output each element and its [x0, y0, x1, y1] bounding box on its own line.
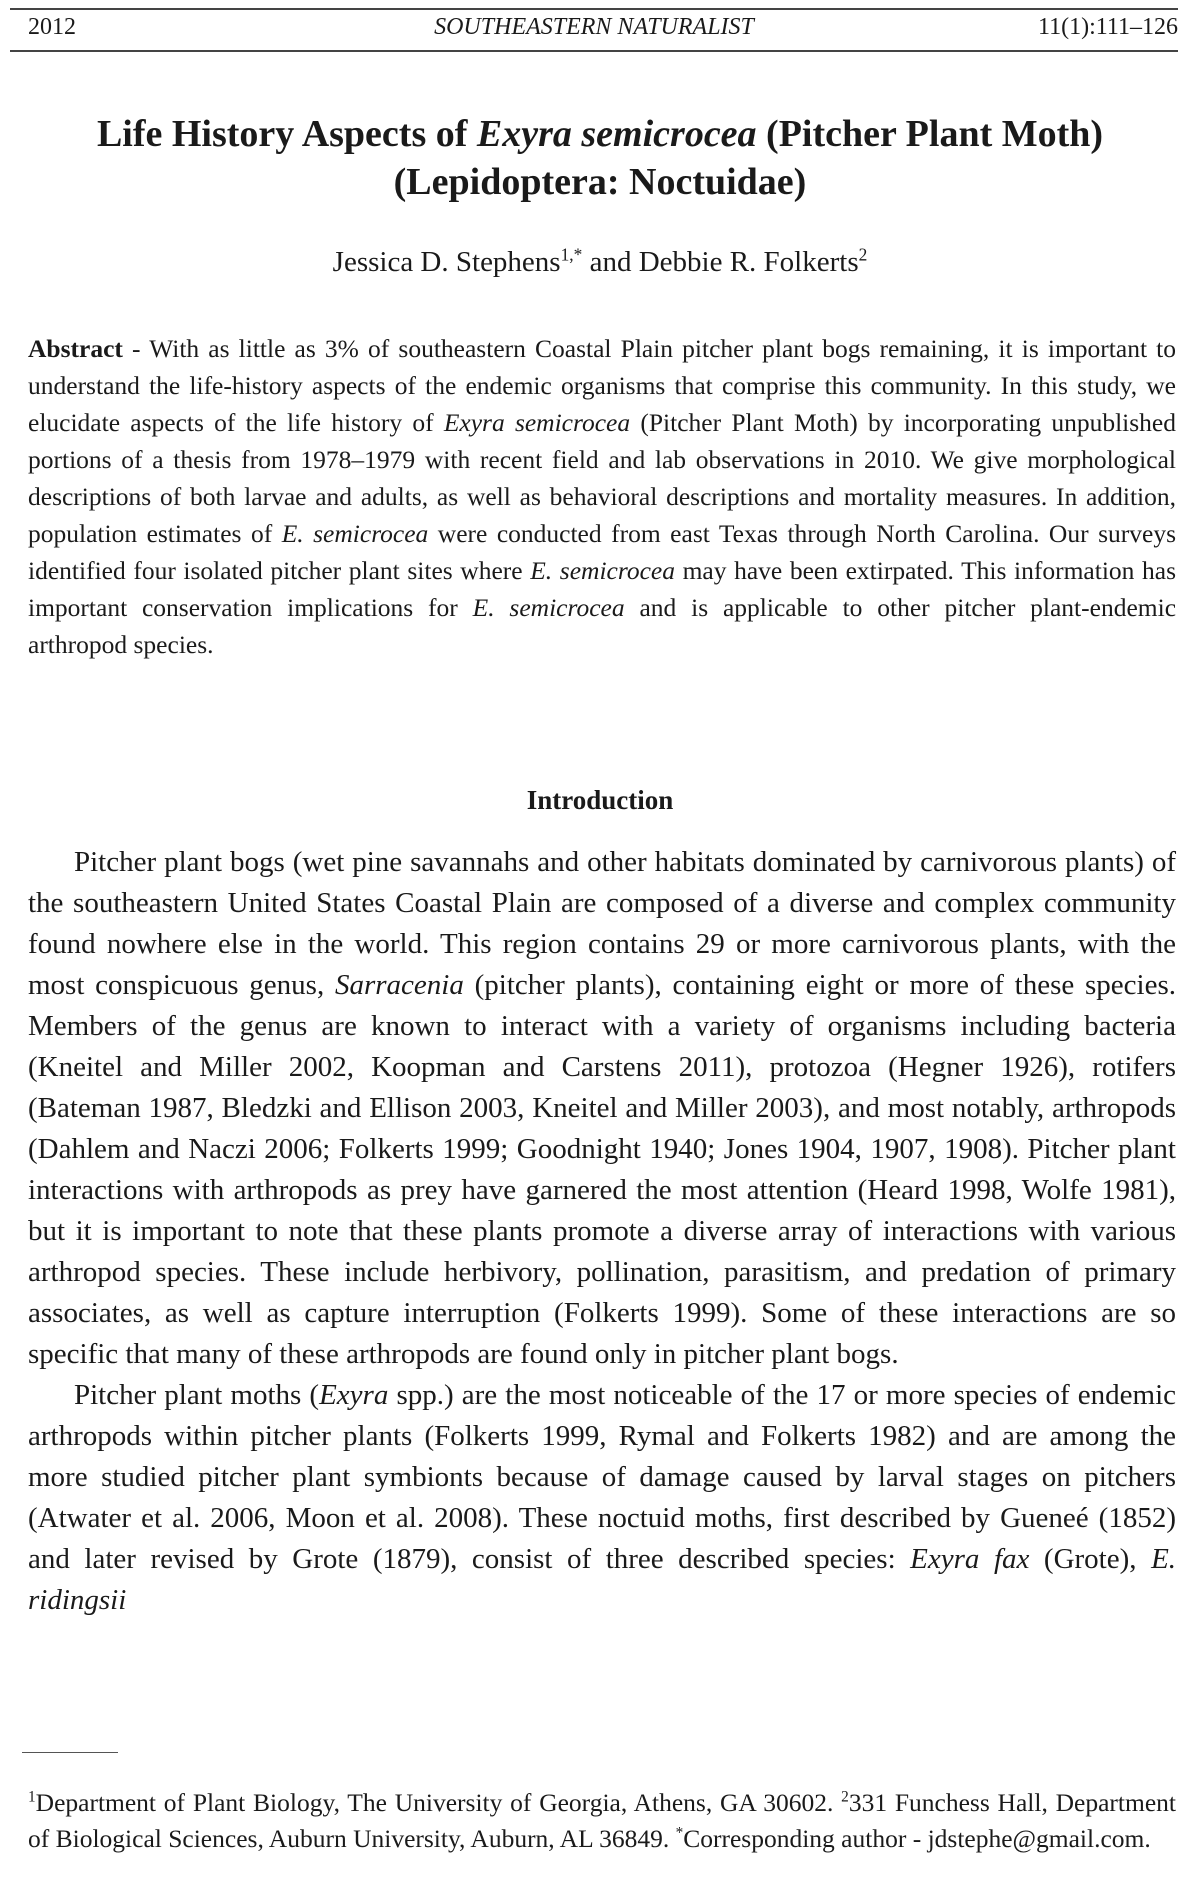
paragraph-text: Pitcher plant bogs (wet pine savannahs and other habitats dominated by carnivorous plants) of the southeastern United States Coastal Plain are composed of a diverse and complex community found nowhere else in the world. This region contains 29 or more carnivorous plants, with the most conspicuous genus, [28, 846, 1176, 1001]
abstract-text: and is applicable to other pitcher plant-endemic arthropod species. [28, 593, 1177, 659]
header-year: 2012 [28, 14, 76, 40]
species-name: E. ridingsii [28, 1543, 1177, 1616]
footnote-rule [22, 1752, 118, 1753]
genus-name: Exyra [319, 1379, 389, 1411]
author-conjunction: and [582, 246, 639, 278]
abstract-species: Exyra semicrocea [443, 408, 631, 437]
footnote-text: 331 Funchess Hall, Department of Biological Sciences, Auburn University, Auburn, AL 36849. [28, 1788, 1176, 1853]
author-line [0, 246, 1200, 279]
footnote-marker: 2 [841, 1788, 849, 1806]
author-1-affil: 1,* [560, 244, 583, 265]
footnote-text: Corresponding author - jdstephe@gmail.com. [683, 1824, 1151, 1853]
author-2: Debbie R. Folkerts [638, 246, 859, 278]
intro-paragraph-2 [28, 1375, 1176, 1621]
title-text-2: (Pitcher Plant Moth) (Lepidoptera: Noctuidae) [393, 113, 1104, 203]
header-journal: SOUTHEASTERN NATURALIST [434, 14, 754, 40]
paragraph-text: (pitcher plants), containing eight or more of these species. Members of the genus are known to interact with a variety of organisms including bacteria (Kneitel and Miller 2002, Koopman and Carstens 2011), protozoa (Hegner 1926), rotifers (Bateman 1987, Bledzki and Ellison 2003, Kneitel and Miller 2003), and most notably, arthropods (Dahlem and Naczi 2006; Folkerts 1999; Goodnight 1940; Jones 1904, 1907, 1908). Pitcher plant interactions with arthropods as prey have garnered the most attention (Heard 1998, Wolfe 1981), but it is important to note that these plants promote a diverse array of interactions with various arthropod species. These include herbivory, pollination, parasitism, and predation of primary associates, as well as capture interruption (Folkerts 1999). Some of these interactions are so specific that many of these arthropods are found only in pitcher plant bogs. [28, 969, 1176, 1370]
introduction-body [28, 842, 1176, 1621]
author-2-affil: 2 [858, 244, 868, 265]
section-heading-introduction: Introduction [526, 785, 674, 815]
footnote-text: Department of Plant Biology, The University of Georgia, Athens, GA 30602. [35, 1788, 842, 1817]
abstract-species: E. semicrocea [472, 593, 625, 622]
abstract [28, 330, 1176, 663]
intro-paragraph-1 [28, 842, 1176, 1375]
abstract-species: E. semicrocea [530, 556, 675, 585]
species-name: Exyra fax [910, 1543, 1030, 1575]
abstract-text: were conducted from east Texas through North Carolina. Our surveys identified four isolated pitcher plant sites where [28, 519, 1176, 585]
paragraph-text: spp.) are the most noticeable of the 17 or more species of endemic arthropods within pitcher plants (Folkerts 1999, Rymal and Folkerts 1982) and are among the more studied pitcher plant symbionts because of damage caused by larval stages on pitchers (Atwater et al. 2006, Moon et al. 2008). These noctuid moths, first described by Gueneé (1852) and later revised by Grote (1879), consist of three described species: [28, 1379, 1177, 1575]
paragraph-text: (Grote), [1029, 1543, 1152, 1575]
header-bottom-rule [10, 50, 1178, 52]
abstract-text: may have been extirpated. This information has important conservation implications for [28, 556, 1177, 622]
abstract-text: (Pitcher Plant Moth) by incorporating unpublished portions of a thesis from 1978–1979 with recent field and lab observations in 2010. We give morphological descriptions of both larvae and adults, as well as behavioral descriptions and mortality measures. In addition, population estimates of [28, 408, 1176, 548]
paragraph-text: Pitcher plant moths ( [74, 1379, 320, 1411]
header-volume: 11(1):111–126 [1038, 14, 1178, 40]
title-text: Life History Aspects of [96, 113, 477, 155]
abstract-text: - With as little as 3% of southeastern Coastal Plain pitcher plant bogs remaining, it is important to understand the life-history aspects of the endemic organisms that comprise this community. In this study, we elucidate aspects of the life history of [28, 334, 1176, 437]
affiliation-footnote [28, 1785, 1176, 1857]
running-header [10, 8, 1178, 48]
abstract-label: Abstract [28, 334, 123, 363]
title-species: Exyra semicrocea [476, 113, 757, 155]
footnote-marker: 1 [28, 1788, 36, 1806]
article-title [40, 110, 1160, 206]
genus-name: Sarracenia [334, 969, 464, 1001]
abstract-species: E. semicrocea [281, 519, 429, 548]
footnote-marker: * [675, 1824, 684, 1842]
author-1: Jessica D. Stephens [332, 246, 561, 278]
